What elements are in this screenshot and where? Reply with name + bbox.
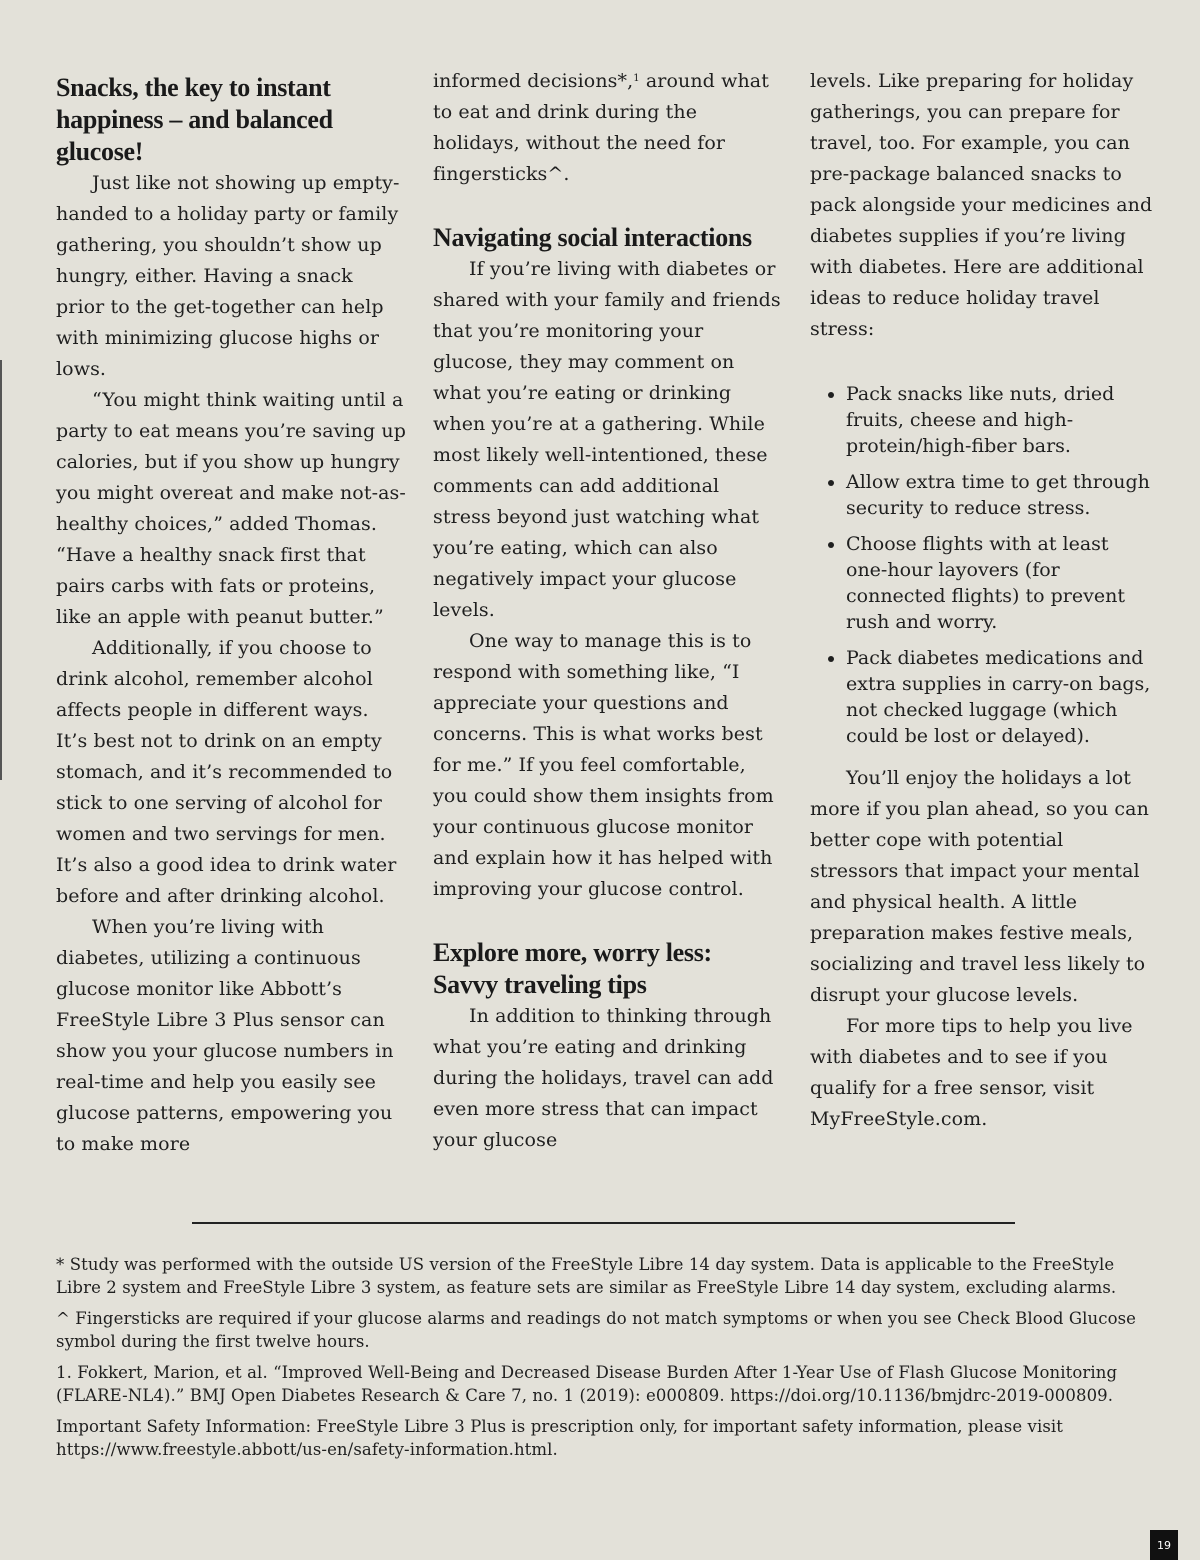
paragraph: “You might think waiting until a party to eat means you’re saving up calories, but if you show up hungry you might overeat and make not-as-healthy choices,” added Thomas. “Have a healthy snack first that pairs carbs with fats or proteins, like an apple with peanut butter.” bbox=[56, 389, 406, 628]
continuation-text-a: informed decisions*, bbox=[433, 70, 634, 92]
paragraph-continuation: levels. Like preparing for holiday gatherings, you can prepare for travel, too. For example, you can pre-package balanced snacks to pack alongside your medicines and diabetes supplies if you’re living with diabetes. Here are additional ideas to reduce holiday travel stress: bbox=[810, 70, 1153, 340]
paragraph: If you’re living with diabetes or shared with your family and friends that you’re monitoring your glucose, they may comment on what you’re eating or drinking when you’re at a gathering. While most likely well-intentioned, these comments can add additional stress beyond just watching what you’re eating, which can also negatively impact your glucose levels. bbox=[433, 258, 781, 621]
list-item: • Pack diabetes medications and extra supplies in carry-on bags, not checked luggage (which could be lost or delayed). bbox=[846, 645, 1155, 749]
column-2 bbox=[433, 66, 783, 1156]
page-edge-shadow bbox=[0, 360, 2, 780]
paragraph: When you’re living with diabetes, utilizing a continuous glucose monitor like Abbott’s FreeStyle Libre 3 Plus sensor can show you your glucose numbers in real-time and help you easily see glucose patterns, empowering you to make more bbox=[56, 916, 394, 1155]
footnote-ref: 1 bbox=[633, 73, 640, 84]
page-number: 19 bbox=[1150, 1530, 1178, 1560]
footnote-safety-info: Important Safety Information: FreeStyle Libre 3 Plus is prescription only, for important safety information, please visit https://www.freestyle.abbott/us-en/safety-information.html. bbox=[56, 1417, 1064, 1459]
footnote-fingersticks: ^ Fingersticks are required if your glucose alarms and readings do not match symptoms or when you see Check Blood Glucose symbol during the first twelve hours. bbox=[56, 1309, 1137, 1351]
footnote-reference: 1. Fokkert, Marion, et al. “Improved Well-Being and Decreased Disease Burden After 1-Year Use of Flash Glucose Monitoring (FLARE-NL4).” BMJ Open Diabetes Research & Care 7, no. 1 (2019): e000809. https://doi.org/10.1136/bmjdrc-2019-000809. bbox=[56, 1363, 1118, 1405]
footnotes bbox=[56, 1254, 1156, 1470]
paragraph: One way to manage this is to respond with something like, “I appreciate your questions and concerns. This is what works best for me.” If you feel comfortable, you could show them insights from your continuous glucose monitor and explain how it has helped with improving your glucose control. bbox=[433, 630, 774, 900]
continuation-text-b: around what to eat and drink during the holidays, without the need for fingersticks^. bbox=[433, 70, 769, 185]
paragraph: You’ll enjoy the holidays a lot more if you plan ahead, so you can better cope with potential stressors that impact your mental and physical health. A little preparation makes festive meals, socializing and travel less likely to disrupt your glucose levels. bbox=[810, 767, 1149, 1006]
column-1 bbox=[56, 66, 406, 1160]
paragraph-continuation bbox=[433, 66, 783, 190]
footnote-study: * Study was performed with the outside US version of the FreeStyle Libre 14 day system. Data is applicable to the FreeStyle Libre 2 system and FreeStyle Libre 3 system, as feature sets are similar as FreeStyle Libre 14 day system, excluding alarms. bbox=[56, 1255, 1117, 1297]
list-item: • Pack snacks like nuts, dried fruits, cheese and high-protein/high-fiber bars. bbox=[846, 381, 1155, 459]
paragraph: In addition to thinking through what you’re eating and drinking during the holidays, travel can add even more stress that can impact your glucose bbox=[433, 1005, 774, 1151]
section-heading-snacks: Snacks, the key to instant happiness – and balanced glucose! bbox=[56, 73, 333, 166]
section-heading-travel: Explore more, worry less: Savvy traveling tips bbox=[433, 938, 712, 999]
section-heading-social: Navigating social interactions bbox=[433, 223, 752, 252]
travel-tips-list bbox=[810, 381, 1155, 749]
paragraph: Additionally, if you choose to drink alcohol, remember alcohol affects people in different ways. It’s best not to drink on an empty stomach, and it’s recommended to stick to one serving of alcohol for women and two servings for men. It’s also a good idea to drink water before and after drinking alcohol. bbox=[56, 637, 397, 907]
paragraph: Just like not showing up empty-handed to a holiday party or family gathering, you shouldn’t show up hungry, either. Having a snack prior to the get-together can help with minimizing glucose highs or lows. bbox=[56, 172, 400, 380]
list-item: • Allow extra time to get through security to reduce stress. bbox=[846, 469, 1155, 521]
list-item: • Choose flights with at least one-hour layovers (for connected flights) to prevent rush and worry. bbox=[846, 531, 1155, 635]
footnote-divider bbox=[192, 1222, 1015, 1224]
column-3 bbox=[810, 66, 1155, 1135]
paragraph: For more tips to help you live with diabetes and to see if you qualify for a free sensor, visit MyFreeStyle.com. bbox=[810, 1015, 1133, 1130]
